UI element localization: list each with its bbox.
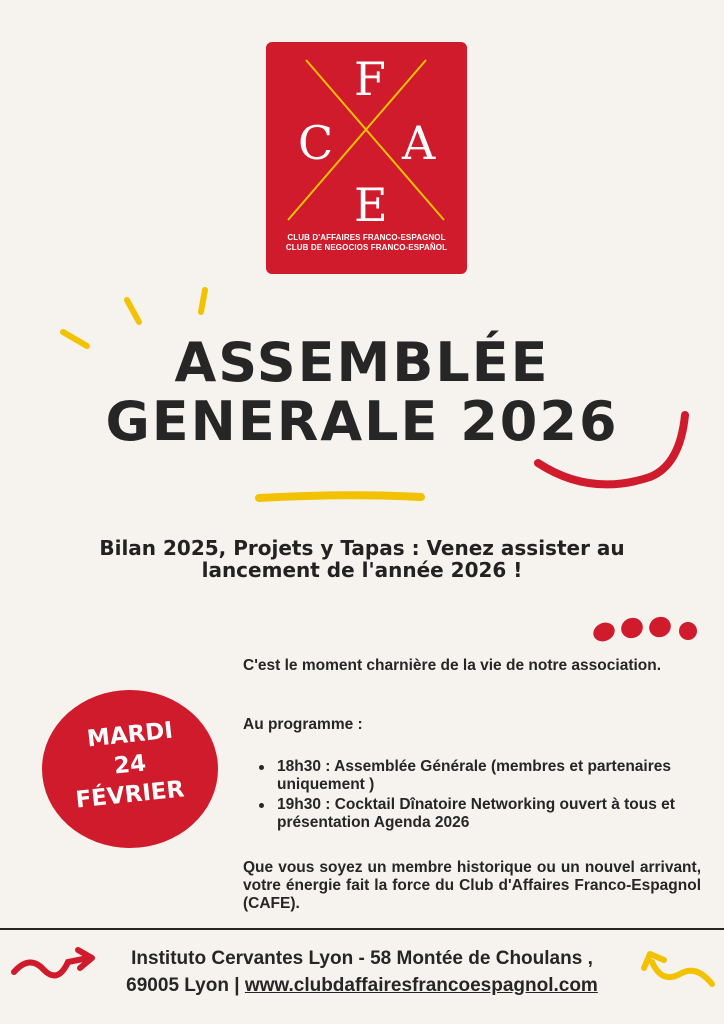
subtitle (30, 537, 694, 581)
program-heading: Au programme : (243, 716, 363, 733)
logo-tagline-es: CLUB DE NEGOCIOS FRANCO-ESPAÑOL (285, 243, 448, 252)
red-swoosh-icon (530, 405, 700, 495)
yellow-underline-icon (255, 488, 425, 508)
date-month: FÉVRIER (74, 776, 186, 814)
logo-letter-f: F (354, 52, 386, 106)
footer-address-line-1: Instituto Cervantes Lyon - 58 Montée de Choulans , (131, 948, 593, 969)
program-item: 18h30 : Assemblée Générale (membres et partenaires uniquement ) (243, 758, 701, 794)
logo-letter-c: C (298, 116, 334, 170)
footer-address-line-2 (60, 975, 664, 997)
cafe-logo (266, 42, 467, 274)
footer-divider (0, 928, 724, 930)
closing-text: Que vous soyez un membre historique ou un nouvel arrivant, votre énergie fait la force du Club d'Affaires Franco-Espagnol (CAFE). (243, 859, 701, 912)
footer-city: 69005 Lyon | (126, 975, 240, 996)
subtitle-line-2: lancement de l'année 2026 ! (201, 558, 523, 582)
subtitle-line-1: Bilan 2025, Projets y Tapas : Venez assister au (99, 536, 625, 560)
website-link[interactable]: www.clubdaffairesfrancoespagnol.com (244, 975, 598, 996)
program-item: 19h30 : Cocktail Dînatoire Networking ouvert à tous et présentation Agenda 2026 (243, 796, 701, 832)
intro-text: C'est le moment charnière de la vie de notre association. (243, 657, 662, 674)
date-badge (42, 690, 218, 848)
logo-letter-e: E (354, 178, 388, 232)
logo-letter-a: A (402, 116, 436, 170)
title-line-1: ASSEMBLÉE (174, 331, 550, 394)
program-list (243, 758, 701, 834)
date-day: 24 (112, 750, 148, 780)
red-dots-icon (590, 612, 706, 646)
date-weekday: MARDI (85, 717, 175, 753)
title-line-2: GENERALE 2026 (105, 390, 619, 453)
logo-tagline-fr: CLUB D'AFFAIRES FRANCO-ESPAGNOL (287, 233, 446, 242)
